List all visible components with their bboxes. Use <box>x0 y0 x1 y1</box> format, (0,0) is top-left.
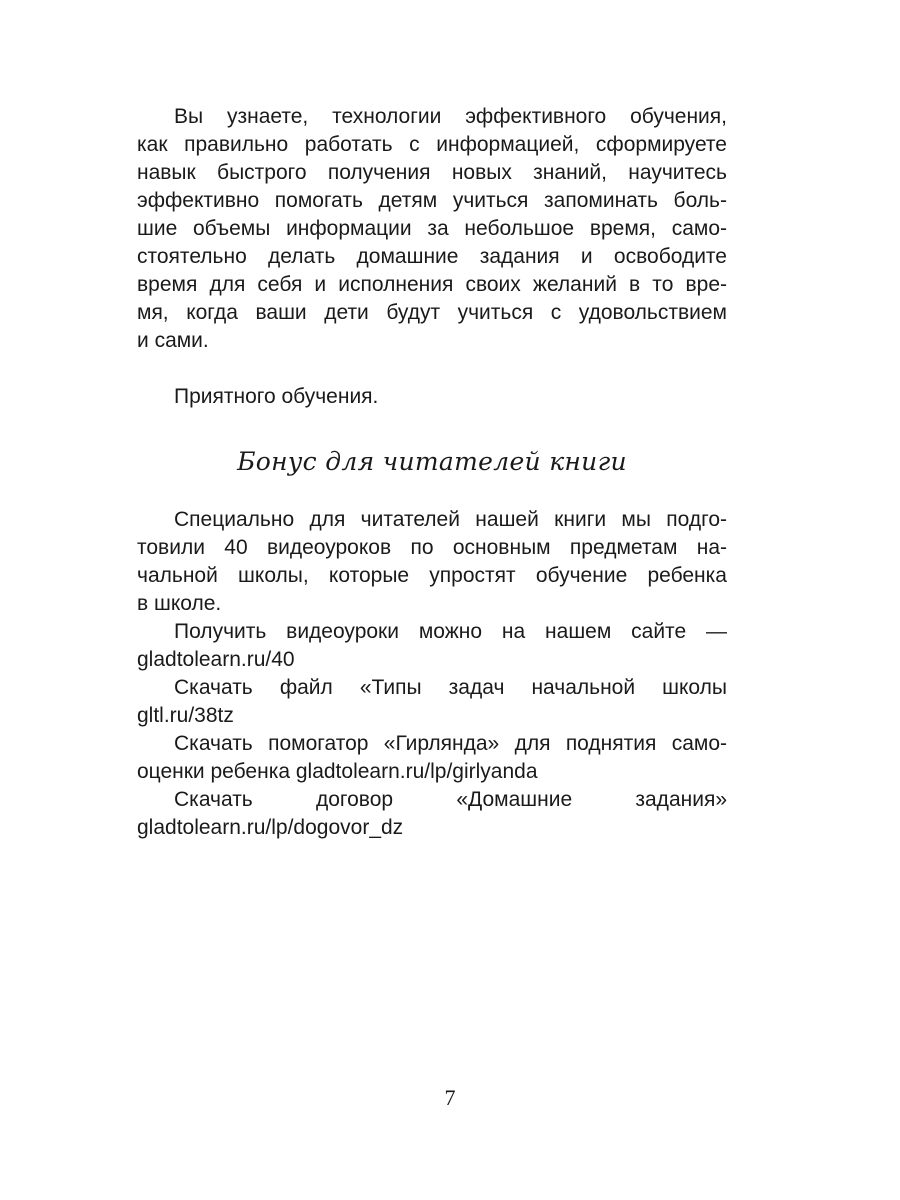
garland-text: Скачать помогатор «Гирлянда» для поднятия само- <box>174 732 727 755</box>
bonus-line: Специально для читателей нашей книги мы подго- <box>174 508 727 531</box>
videos-text: Получить видеоуроки можно на нашем сайте — <box>174 620 727 643</box>
tasks-file-link[interactable]: gltl.ru/38tz <box>137 704 234 727</box>
section-heading: Бонус для читателей книги <box>237 447 627 476</box>
bonus-line: чальной школы, которые упростят обучение ребенка <box>137 564 727 587</box>
intro-line: шие объемы информации за небольшое время, само- <box>137 217 727 240</box>
contract-link[interactable]: gladtolearn.ru/lp/dogovor_dz <box>137 816 404 839</box>
intro-line: стоятельно делать домашние задания и освободите <box>137 245 727 268</box>
paragraph-gap <box>137 355 727 383</box>
page-content <box>137 103 727 842</box>
intro-line: как правильно работать с информацией, сформируете <box>137 133 727 156</box>
intro-line: и сами. <box>137 329 209 352</box>
intro-line: мя, когда ваши дети будут учиться с удовольствием <box>137 301 727 324</box>
intro-line: Вы узнаете, технологии эффективного обучения, <box>174 105 727 128</box>
contract-item <box>137 786 727 842</box>
videos-item <box>137 618 727 674</box>
bonus-line: в школе. <box>137 592 222 615</box>
videos-link[interactable]: gladtolearn.ru/40 <box>137 648 295 671</box>
intro-line: время для себя и исполнения своих желаний в то вре- <box>137 273 727 296</box>
intro-paragraph <box>137 103 727 355</box>
bonus-paragraph <box>137 506 727 618</box>
contract-text: Скачать договор «Домашние задания» <box>174 788 727 811</box>
tasks-file-item <box>137 674 727 730</box>
tasks-file-text: Скачать файл «Типы задач начальной школы <box>174 676 727 699</box>
intro-line: эффективно помогать детям учиться запоминать боль- <box>137 189 727 212</box>
closing-text: Приятного обучения. <box>174 385 379 408</box>
intro-line: навык быстрого получения новых знаний, научитесь <box>137 161 727 184</box>
page-number: 7 <box>444 1085 456 1110</box>
bonus-line: товили 40 видеоуроков по основным предметам на- <box>137 536 727 559</box>
garland-item <box>137 730 727 786</box>
garland-link-line[interactable]: оценки ребенка gladtolearn.ru/lp/girlyanda <box>137 760 538 783</box>
